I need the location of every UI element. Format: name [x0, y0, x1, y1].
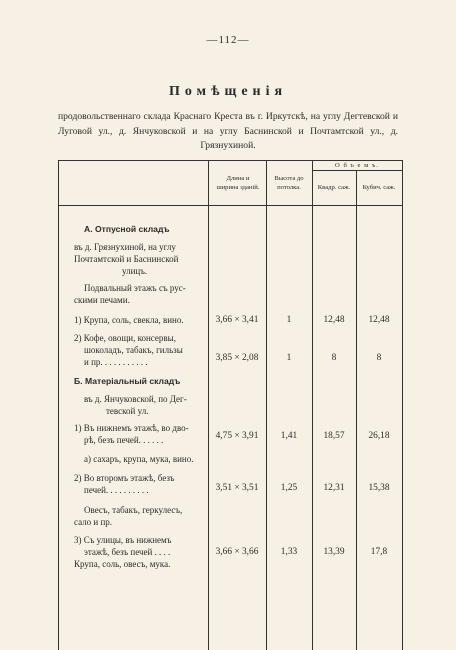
cell-height: 1 — [286, 353, 292, 363]
cell-dims: 4,75 × 3,91 — [215, 431, 259, 441]
cell-dims: 3,66 × 3,41 — [215, 315, 259, 325]
row-label: шоколадъ, табакъ, гильзы — [84, 345, 183, 355]
page-number: —112— — [206, 34, 250, 46]
row-label: 2) Кофе, овощи, консервы, — [74, 333, 176, 343]
page-title: Помѣщенія — [168, 84, 288, 99]
cell-volume-sq: 8 — [331, 353, 337, 363]
cell-volume-cub: 12,48 — [368, 315, 390, 325]
column-divider-dims — [208, 160, 209, 650]
section-intro-line: улицъ. — [122, 266, 148, 276]
cell-height: 1,25 — [280, 483, 298, 493]
column-divider-cub — [356, 170, 357, 650]
cell-height: 1,41 — [280, 431, 298, 441]
column-divider-volume — [312, 160, 313, 650]
cell-volume-cub: 8 — [376, 353, 382, 363]
header-volume-sq: Квадр. саж. — [317, 184, 351, 191]
section-note-line: Подвальный этажъ съ рус- — [84, 283, 186, 293]
row-label: печей. . . . . . . . . . — [84, 485, 149, 495]
column-divider-left — [58, 160, 59, 650]
cell-volume-sq: 12,48 — [323, 315, 345, 325]
section-heading: А. Отпусной складъ — [84, 224, 170, 234]
section-intro-line: Почтамтской и Баснинской — [74, 254, 179, 264]
section-heading: Б. Матеріальный складъ — [74, 376, 181, 386]
cell-volume-sq: 13,39 — [323, 547, 345, 557]
cell-volume-cub: 15,38 — [368, 483, 390, 493]
column-divider-right — [402, 160, 403, 650]
cell-height: 1 — [286, 315, 292, 325]
header-volume: О б ъ е м ъ. — [335, 162, 379, 169]
row-label: 3) Съ улицы, въ нижнемъ — [74, 535, 172, 545]
section-intro-line: въ д. Янчуковской, по Дег- — [84, 394, 187, 404]
row-label: этажѣ, безъ печей . . . . — [84, 547, 171, 557]
section-intro-line: тевской ул. — [106, 406, 149, 416]
volume-subheader-rule — [312, 170, 402, 171]
row-label: а) сахаръ, крупа, мука, вино. — [84, 454, 194, 464]
section-note-line: скими печами. — [74, 295, 130, 305]
cell-dims: 3,51 × 3,51 — [215, 483, 259, 493]
column-divider-height — [266, 160, 267, 650]
row-label: 1) Крупа, соль, свекла, вино. — [74, 315, 184, 325]
row-label: Овесъ, табакъ, геркулесъ, — [84, 505, 183, 515]
section-intro-line: въ д. Грязнухиной, на углу — [74, 242, 176, 252]
header-height: Высота до потолка. — [274, 175, 304, 191]
row-label: 1) Въ нижнемъ этажѣ, во дво- — [74, 423, 189, 433]
row-label: и пр. . . . . . . . . . . — [84, 357, 148, 367]
cell-dims: 3,66 × 3,66 — [215, 547, 259, 557]
row-label: рѣ, безъ печей. . . . . . — [84, 435, 164, 445]
header-volume-cub: Кубич. саж. — [362, 184, 396, 191]
cell-volume-cub: 26,18 — [368, 431, 390, 441]
header-dimensions: Длина и ширина зданій. — [216, 175, 260, 191]
row-label: 2) Во второмъ этажѣ, безъ — [74, 473, 175, 483]
row-label: Крупа, соль, овесъ, мука. — [74, 559, 171, 569]
cell-volume-cub: 17,8 — [370, 547, 388, 557]
cell-height: 1,33 — [280, 547, 298, 557]
cell-volume-sq: 12,31 — [323, 483, 345, 493]
table-header-rule — [58, 205, 402, 206]
cell-volume-sq: 18,57 — [323, 431, 345, 441]
page-subtitle: продовольственнаго склада Краснаго Креста въ г. Иркутскѣ, на углу Дегтевской и Луговой ул., д. Янчуковской и на углу Баснинской и Почтамтской ул., д. Грязнухиной. — [58, 111, 398, 152]
row-label: сало и пр. — [74, 517, 113, 527]
cell-dims: 3,85 × 2,08 — [215, 353, 259, 363]
